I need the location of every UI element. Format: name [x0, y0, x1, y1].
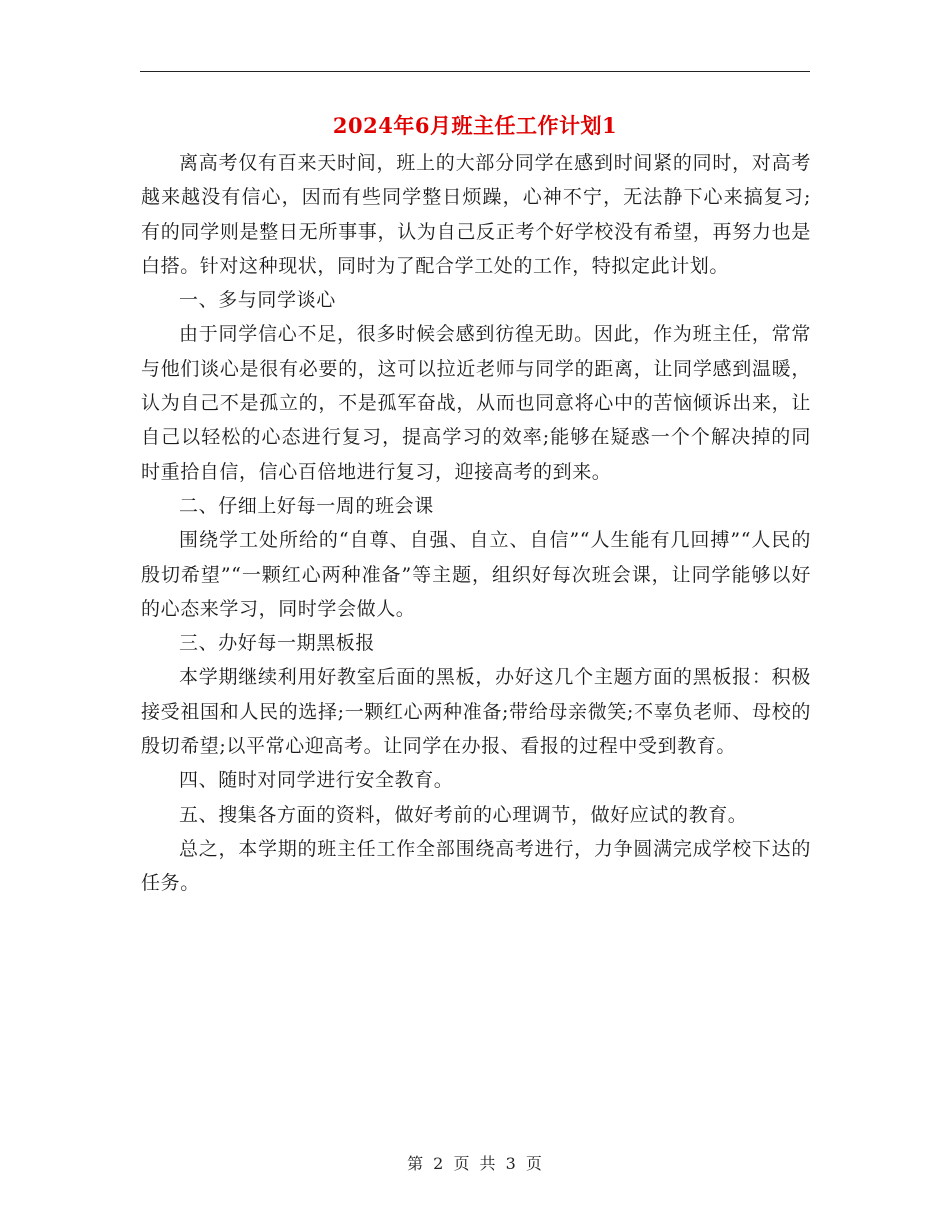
section-heading-1: 一、多与同学谈心	[179, 289, 336, 312]
page-number-footer: 第 2 页 共 3 页	[407, 1154, 543, 1173]
section-heading-3: 三、办好每一期黑板报	[179, 632, 376, 655]
section-heading-5: 五、搜集各方面的资料，做好考前的心理调节，做好应试的教育。	[179, 803, 748, 826]
conclusion-paragraph: 总之，本学期的班主任工作全部围绕高考进行，力争圆满完成学校下达的任务。	[141, 837, 811, 895]
section-heading-2: 二、仔细上好每一周的班会课	[179, 494, 434, 517]
header-rule	[140, 71, 810, 72]
section-1-paragraph: 由于同学信心不足，很多时候会感到彷徨无助。因此，作为班主任，常常与他们谈心是很有必要的，这可以拉近老师与同学的距离，让同学感到温暖，认为自己不是孤立的，不是孤军奋战，从而也同意将心中的苦恼倾诉出来，让自己以轻松的心态进行复习，提高学习的效率;能够在疑惑一个个解决掉的同时重拾自信，信心百倍地进行复习，迎接高考的到来。	[141, 323, 811, 483]
section-heading-4: 四、随时对同学进行安全教育。	[179, 769, 454, 792]
intro-paragraph: 离高考仅有百来天时间，班上的大部分同学在感到时间紧的同时，对高考越来越没有信心，因而有些同学整日烦躁，心神不宁，无法静下心来搞复习;有的同学则是整日无所事事，认为自己反正考个好学校没有希望，再努力也是白搭。针对这种现状，同时为了配合学工处的工作，特拟定此计划。	[141, 152, 811, 277]
section-2-paragraph: 围绕学工处所给的“自尊、自强、自立、自信”“人生能有几回搏”“人民的殷切希望”“一颗红心两种准备”等主题，组织好每次班会课，让同学能够以好的心态来学习，同时学会做人。	[141, 529, 811, 620]
document-title: 2024年6月班主任工作计划1	[332, 113, 618, 138]
section-3-paragraph: 本学期继续利用好教室后面的黑板，办好这几个主题方面的黑板报：积极接受祖国和人民的选择;一颗红心两种准备;带给母亲微笑;不辜负老师、母校的殷切希望;以平常心迎高考。让同学在办报、看报的过程中受到教育。	[141, 666, 811, 758]
document-body	[141, 146, 811, 901]
